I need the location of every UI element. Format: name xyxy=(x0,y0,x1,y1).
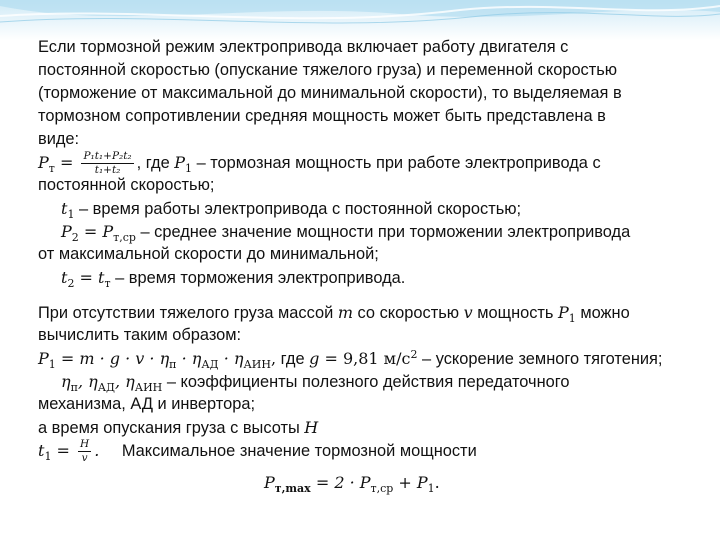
paragraph2-line-1: При отсутствии тяжелого груза массой m со скоростью v мощность $P_1$ можно xyxy=(38,303,630,325)
paragraph2-line-2: вычислить таким образом: xyxy=(38,326,242,344)
formula-pt-line xyxy=(38,150,698,177)
formula-pt-lhs: $P_т$ = xyxy=(38,153,79,175)
formula-t1-fraction xyxy=(78,439,91,464)
formula-pmax-line xyxy=(38,467,698,497)
eta-list: $\eta_п$, $\eta_{АД}$, $\eta_{АИН}$ xyxy=(61,372,163,394)
formula-t1-numerator: H xyxy=(80,438,90,451)
p1-description-cont: постоянной скоростью; xyxy=(38,176,215,194)
formula-t1-line: $t_1$ = $\frac{H}{v}$ . Максимальное значение тормозной мощности xyxy=(38,438,477,465)
paragraph-gap xyxy=(38,289,698,301)
formula-pt-numerator: P₁t₁+P₂t₂ xyxy=(83,150,132,163)
formula-t1-denominator: v xyxy=(81,452,88,465)
formula-pt-denominator: t₁+t₂ xyxy=(94,164,121,177)
m-symbol: m xyxy=(337,303,353,322)
p2-definition-line xyxy=(38,220,698,243)
g-formula: g = 9,81 $м/с^2$ xyxy=(309,348,418,368)
intro-line-1: Если тормозной режим электропривода включает работу двигателя с xyxy=(38,38,569,56)
p2-symbol: $P_2 = P_{т,ср}$ xyxy=(61,222,136,244)
h-symbol: H xyxy=(304,418,319,437)
formula-pmax: $P_{т,max} = 2 \cdot P_{т,ср} + P_1$. xyxy=(264,473,440,495)
max-power-text: Максимальное значение тормозной мощности xyxy=(121,442,477,460)
t1-definition-line xyxy=(38,197,698,220)
intro-line-2: постоянной скоростью (опускание тяжелого груза) и переменной скоростью xyxy=(38,61,618,79)
p2-description: – среднее значение мощности при торможении электропривода xyxy=(135,223,631,241)
intro-line-4: тормозном сопротивлении средняя мощность может быть представлена в xyxy=(38,107,606,125)
slide-body xyxy=(38,36,698,497)
formula-pt-fraction xyxy=(81,151,133,176)
p1-symbol: $P_1$ xyxy=(174,153,193,175)
g-description: – ускорение земного тяготения; xyxy=(417,350,663,368)
intro-line-5: виде: xyxy=(38,130,80,148)
t1-description: – время работы электропривода с постоянной скоростью; xyxy=(74,200,522,218)
t2-symbol: $t_2 = t_т$ xyxy=(61,268,111,290)
t2-definition-line xyxy=(38,266,698,289)
formula-p1-line xyxy=(38,347,698,370)
header-wave-band xyxy=(0,0,720,40)
g-prefix: где xyxy=(276,350,310,368)
formula-p1: $P_1 = m \cdot g \cdot v \cdot \eta_п \cdot \eta_{АД} \cdot \eta_{АИН}$, xyxy=(38,349,277,371)
p1-symbol-2: $P_1$ xyxy=(558,303,576,325)
eta-description: – коэффициенты полезного действия передаточного xyxy=(162,373,570,391)
t1-symbol: $t_1$ xyxy=(61,199,75,221)
formula-t1-lhs: $t_1$ = xyxy=(38,441,76,463)
header-wave-graphic xyxy=(0,0,720,40)
eta-description-cont: механизма, АД и инвертора; xyxy=(38,395,256,413)
where-text: , где xyxy=(136,154,175,172)
intro-line-3: (торможение от максимальной до минимальной скорости), то выделяемая в xyxy=(38,84,622,102)
descent-line: а время опускания груза с высоты H xyxy=(38,418,319,437)
eta-definition-line xyxy=(38,370,698,393)
p2-description-cont: от максимальной скорости до минимальной; xyxy=(38,245,379,263)
p1-description: – тормозная мощность при работе электропривода с xyxy=(192,154,601,172)
v-symbol: v xyxy=(463,303,473,322)
t2-description: – время торможения электропривода. xyxy=(110,269,406,287)
